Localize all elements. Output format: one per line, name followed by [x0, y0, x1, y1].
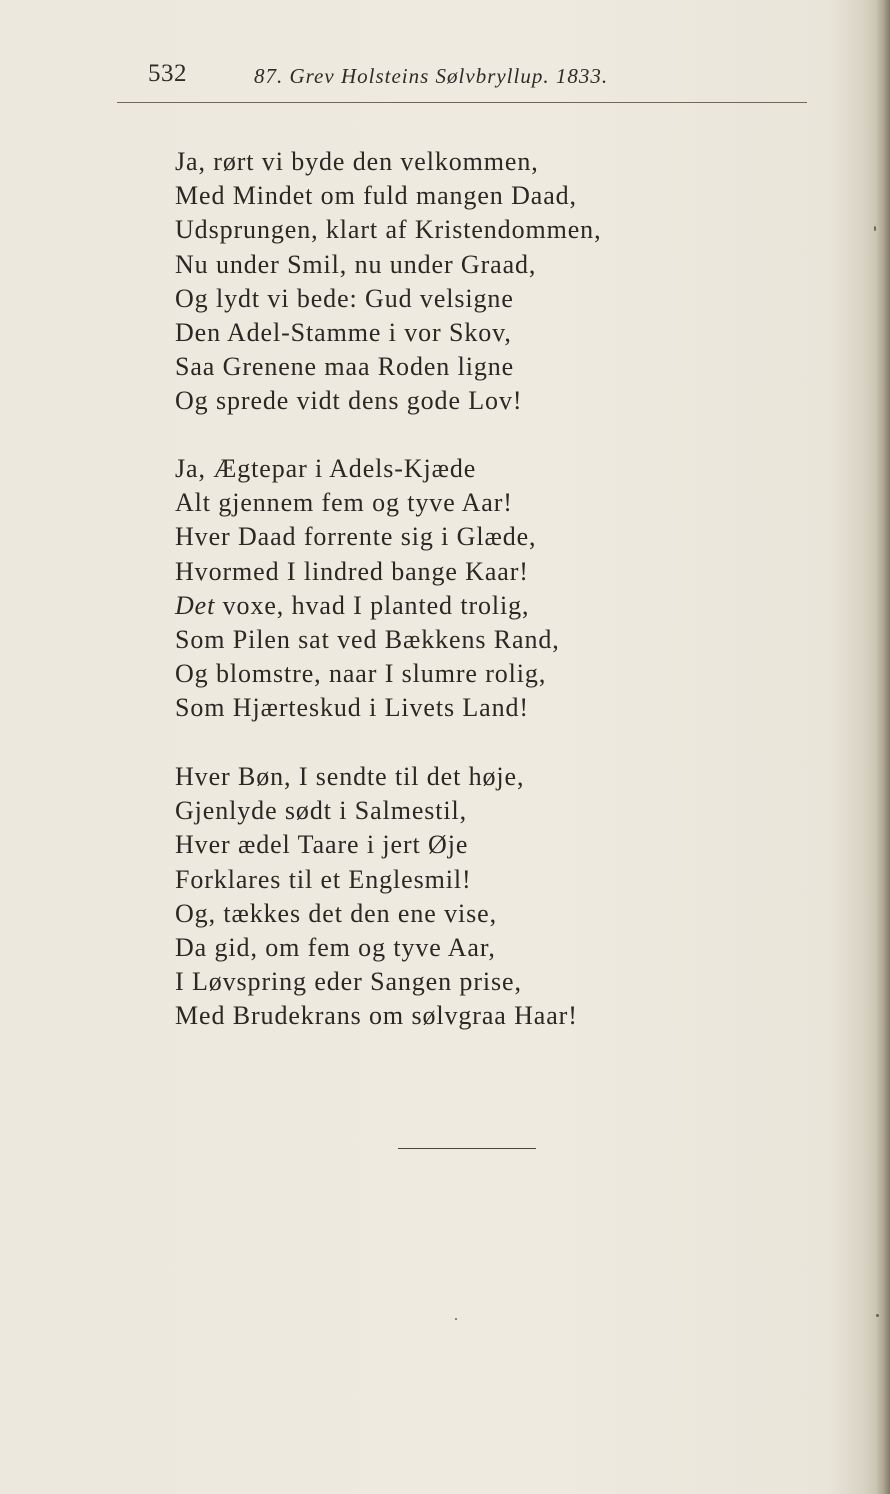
header-rule	[117, 102, 807, 103]
poem-line: Med Brudekrans om sølvgraa Haar!	[175, 1001, 578, 1031]
poem-line: Og, tækkes det den ene vise,	[175, 898, 497, 928]
running-head	[148, 60, 828, 96]
poem-line: Saa Grenene maa Roden ligne	[175, 352, 515, 382]
stanza-3	[175, 760, 775, 1034]
paper-speck	[455, 1318, 457, 1320]
poem-line: Og blomstre, naar I slumre rolig,	[175, 659, 547, 689]
poem-line: Som Hjærteskud i Livets Land!	[175, 693, 529, 723]
stanza-1	[175, 145, 775, 419]
paper-speck	[876, 1314, 879, 1317]
poem-line: Nu under Smil, nu under Graad,	[175, 249, 537, 279]
poem-line: Gjenlyde sødt i Salmestil,	[175, 796, 468, 826]
poem-line: Og sprede vidt dens gode Lov!	[175, 386, 523, 416]
poem-line	[175, 589, 775, 623]
page-edge-shadow	[876, 0, 890, 1494]
poem-line: Og lydt vi bede: Gud velsigne	[175, 283, 514, 313]
poem-line: Forklares til et Englesmil!	[175, 864, 472, 894]
end-rule	[398, 1148, 536, 1149]
poem-line: Hvormed I lindred bange Kaar!	[175, 556, 529, 586]
poem-line: Den Adel-Stamme i vor Skov,	[175, 318, 512, 348]
poem-line: Alt gjennem fem og tyve Aar!	[175, 488, 513, 518]
stanza-2	[175, 452, 775, 726]
poem-line: Ja, Ægtepar i Adels-Kjæde	[175, 454, 477, 483]
poem-line: Med Mindet om fuld mangen Daad,	[175, 181, 577, 211]
italic-word: Det	[175, 590, 216, 620]
poem-line: Udsprungen, klart af Kristendommen,	[175, 215, 602, 245]
poem-line: Hver Bøn, I sendte til det høje,	[175, 762, 525, 791]
running-title: 87. Grev Holsteins Sølvbryllup. 1833.	[254, 64, 609, 88]
poem-line: Da gid, om fem og tyve Aar,	[175, 933, 496, 963]
poem-line: Ja, rørt vi byde den velkommen,	[175, 147, 539, 176]
poem-line: I Løvspring eder Sangen prise,	[175, 967, 522, 997]
page-number: 532	[148, 60, 187, 87]
paper-speck	[874, 226, 876, 231]
poem-line-text: voxe, hvad I planted trolig,	[222, 590, 530, 620]
poem-line: Hver ædel Taare i jert Øje	[175, 830, 469, 860]
poem-line: Hver Daad forrente sig i Glæde,	[175, 522, 537, 552]
poem-line: Som Pilen sat ved Bækkens Rand,	[175, 625, 560, 655]
